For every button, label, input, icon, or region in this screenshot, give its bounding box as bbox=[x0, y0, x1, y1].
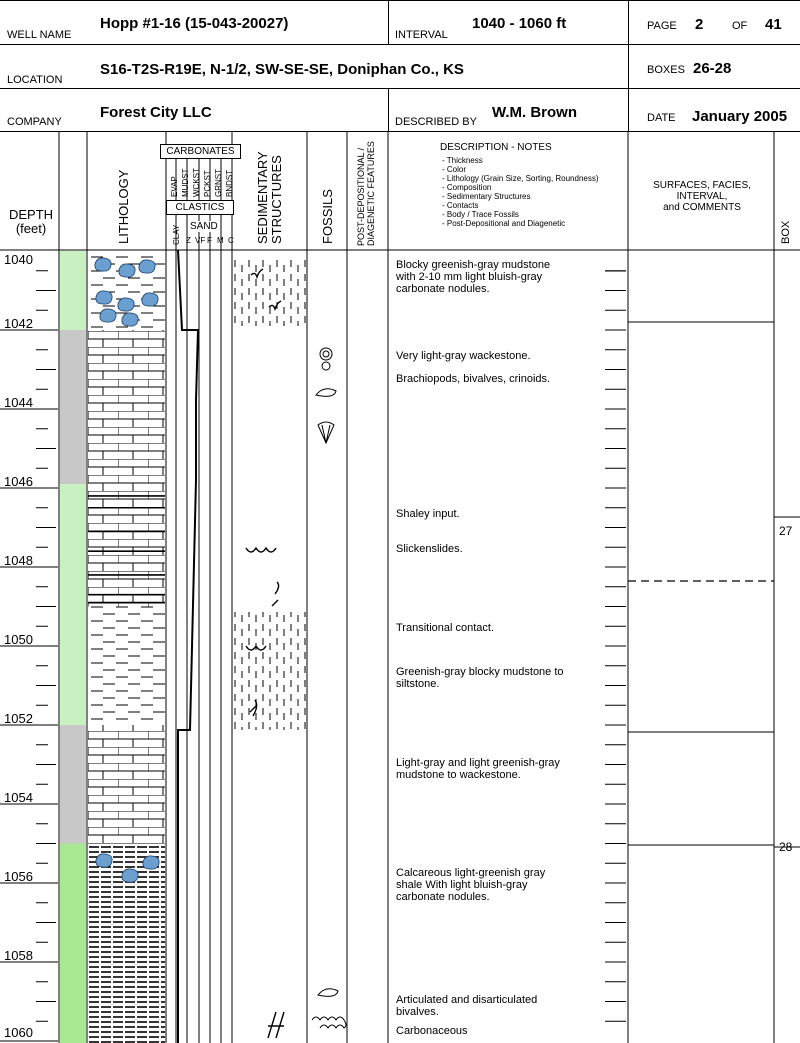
well-name-value: Hopp #1-16 (15-043-20027) bbox=[100, 15, 289, 32]
description-note: Transitional contact. bbox=[396, 622, 495, 635]
carbonate-type-label: GRNST bbox=[214, 169, 223, 197]
depth-label: 1044 bbox=[4, 395, 33, 410]
carbonates-header: CARBONATES bbox=[160, 144, 241, 159]
box-header: BOX bbox=[780, 220, 792, 244]
lithology-interval bbox=[88, 535, 165, 606]
lithology-interval bbox=[88, 607, 165, 726]
company-label: COMPANY bbox=[7, 116, 62, 128]
description-note: Articulated and disarticulated bivalves. bbox=[396, 993, 538, 1018]
description-guide-item: - Post-Depositional and Diagenetic bbox=[442, 219, 566, 228]
carbonate-type-label: EVAP bbox=[170, 176, 179, 197]
boxes-value: 26-28 bbox=[693, 60, 732, 77]
depth-label: 1040 bbox=[4, 252, 33, 267]
post-depositional-header: POST-DEPOSITIONAL / DIAGENETIC FEATURES bbox=[356, 141, 376, 246]
carbonate-type-label: MUDST bbox=[181, 168, 190, 197]
description-note: Very light-gray wackestone. bbox=[396, 349, 531, 362]
description-note: Brachiopods, bivalves, crinoids. bbox=[396, 373, 551, 386]
carbonate-nodule bbox=[95, 258, 111, 271]
color-bar-segment bbox=[60, 844, 86, 1043]
sand-size-label: M bbox=[217, 236, 224, 245]
location-label: LOCATION bbox=[7, 74, 63, 86]
carbonate-nodule bbox=[122, 313, 138, 326]
carbonate-type-label: WCKST bbox=[192, 168, 201, 197]
described-by-label: DESCRIBED BY bbox=[395, 116, 477, 128]
carbonate-nodule bbox=[139, 260, 155, 273]
depth-label: 1054 bbox=[4, 790, 33, 805]
carbonate-type-label: BNDST bbox=[225, 169, 234, 197]
location-value: S16-T2S-R19E, N-1/2, SW-SE-SE, Doniphan Co., KS bbox=[100, 61, 464, 78]
color-bar-segment bbox=[60, 484, 86, 725]
page-label: PAGE bbox=[647, 20, 677, 32]
description-note: Blocky greenish-gray mudstone with 2-10 mm light bluish-gray carbonate nodules. bbox=[396, 258, 551, 295]
company-value: Forest City LLC bbox=[100, 104, 212, 121]
description-guide-list bbox=[442, 156, 599, 228]
depth-label: 1046 bbox=[4, 474, 33, 489]
depth-label: 1058 bbox=[4, 948, 33, 963]
carbonate-nodule bbox=[96, 291, 112, 304]
interval-label: INTERVAL bbox=[395, 29, 448, 41]
description-guide-item: - Composition bbox=[442, 183, 492, 192]
carbonate-type-label: PCKST bbox=[203, 170, 212, 197]
boxes-label: BOXES bbox=[647, 64, 685, 76]
depth-label: 1050 bbox=[4, 632, 33, 647]
sand-size-label: C bbox=[228, 236, 234, 245]
box-number: 28 bbox=[779, 839, 793, 854]
color-bar-segment bbox=[60, 725, 86, 844]
description-guide-item: - Color bbox=[442, 165, 467, 174]
depth-label: 1052 bbox=[4, 711, 33, 726]
page-total: 41 bbox=[765, 16, 782, 33]
depth-label: 1056 bbox=[4, 869, 33, 884]
carbonate-nodule bbox=[118, 298, 134, 311]
carbonate-nodule bbox=[96, 854, 112, 867]
date-value: January 2005 bbox=[692, 108, 788, 125]
of-label: OF bbox=[732, 20, 748, 32]
sand-size-label: VF bbox=[195, 236, 206, 245]
carbonate-nodule bbox=[122, 869, 138, 882]
clastics-header: CLASTICS bbox=[166, 200, 234, 215]
description-guide-item: - Sedimentary Structures bbox=[442, 192, 531, 201]
date-label: DATE bbox=[647, 112, 676, 124]
sand-label: SAND bbox=[190, 221, 218, 232]
box-number: 27 bbox=[779, 523, 793, 538]
description-guide-item: - Thickness bbox=[442, 156, 483, 165]
depth-label: 1042 bbox=[4, 316, 33, 331]
description-guide-item: - Contacts bbox=[442, 201, 479, 210]
color-bar-segment bbox=[60, 330, 86, 484]
carbonate-nodule bbox=[119, 264, 135, 277]
color-bar-segment bbox=[60, 251, 86, 330]
sedimentary-structures-header: SEDIMENTARY STRUCTURES bbox=[255, 151, 284, 244]
well-name-label: WELL NAME bbox=[7, 29, 72, 41]
sand-size-label: F bbox=[207, 236, 212, 245]
depth-header: DEPTH (feet) bbox=[8, 207, 54, 236]
description-note: Light-gray and light greenish-gray mudstone to wackestone. bbox=[396, 756, 560, 781]
carbonate-nodule bbox=[142, 293, 158, 306]
page-number: 2 bbox=[695, 16, 704, 33]
description-note: Greenish-gray blocky mudstone to siltstone. bbox=[396, 665, 564, 690]
lithology-interval bbox=[88, 330, 165, 484]
description-note: Carbonaceous bbox=[396, 1025, 468, 1038]
depth-label: 1048 bbox=[4, 553, 33, 568]
surfaces-header: SURFACES, FACIES, INTERVAL, and COMMENTS bbox=[653, 180, 751, 213]
description-guide-item: - Body / Trace Fossils bbox=[442, 210, 519, 219]
interval-value: 1040 - 1060 ft bbox=[472, 15, 567, 32]
sand-size-label: Z bbox=[186, 236, 191, 245]
lithology-interval bbox=[88, 725, 165, 844]
description-note: Calcareous light-greenish gray shale With light bluish-gray carbonate nodules. bbox=[396, 867, 546, 904]
description-guide-item: - Lithology (Grain Size, Sorting, Roundness) bbox=[442, 174, 599, 183]
description-note: Shaley input. bbox=[396, 507, 460, 520]
carbonate-nodule bbox=[143, 856, 159, 869]
depth-label: 1060 bbox=[4, 1025, 33, 1040]
fossils-header: FOSSILS bbox=[320, 189, 335, 244]
described-by-value: W.M. Brown bbox=[492, 104, 577, 121]
description-note: Slickenslides. bbox=[396, 543, 463, 556]
description-header: DESCRIPTION - NOTES bbox=[440, 142, 552, 153]
clay-label: CLAY bbox=[172, 224, 181, 245]
lithology-header: LITHOLOGY bbox=[116, 169, 131, 244]
lithology-interval bbox=[88, 484, 165, 535]
carbonate-nodule bbox=[100, 309, 116, 322]
